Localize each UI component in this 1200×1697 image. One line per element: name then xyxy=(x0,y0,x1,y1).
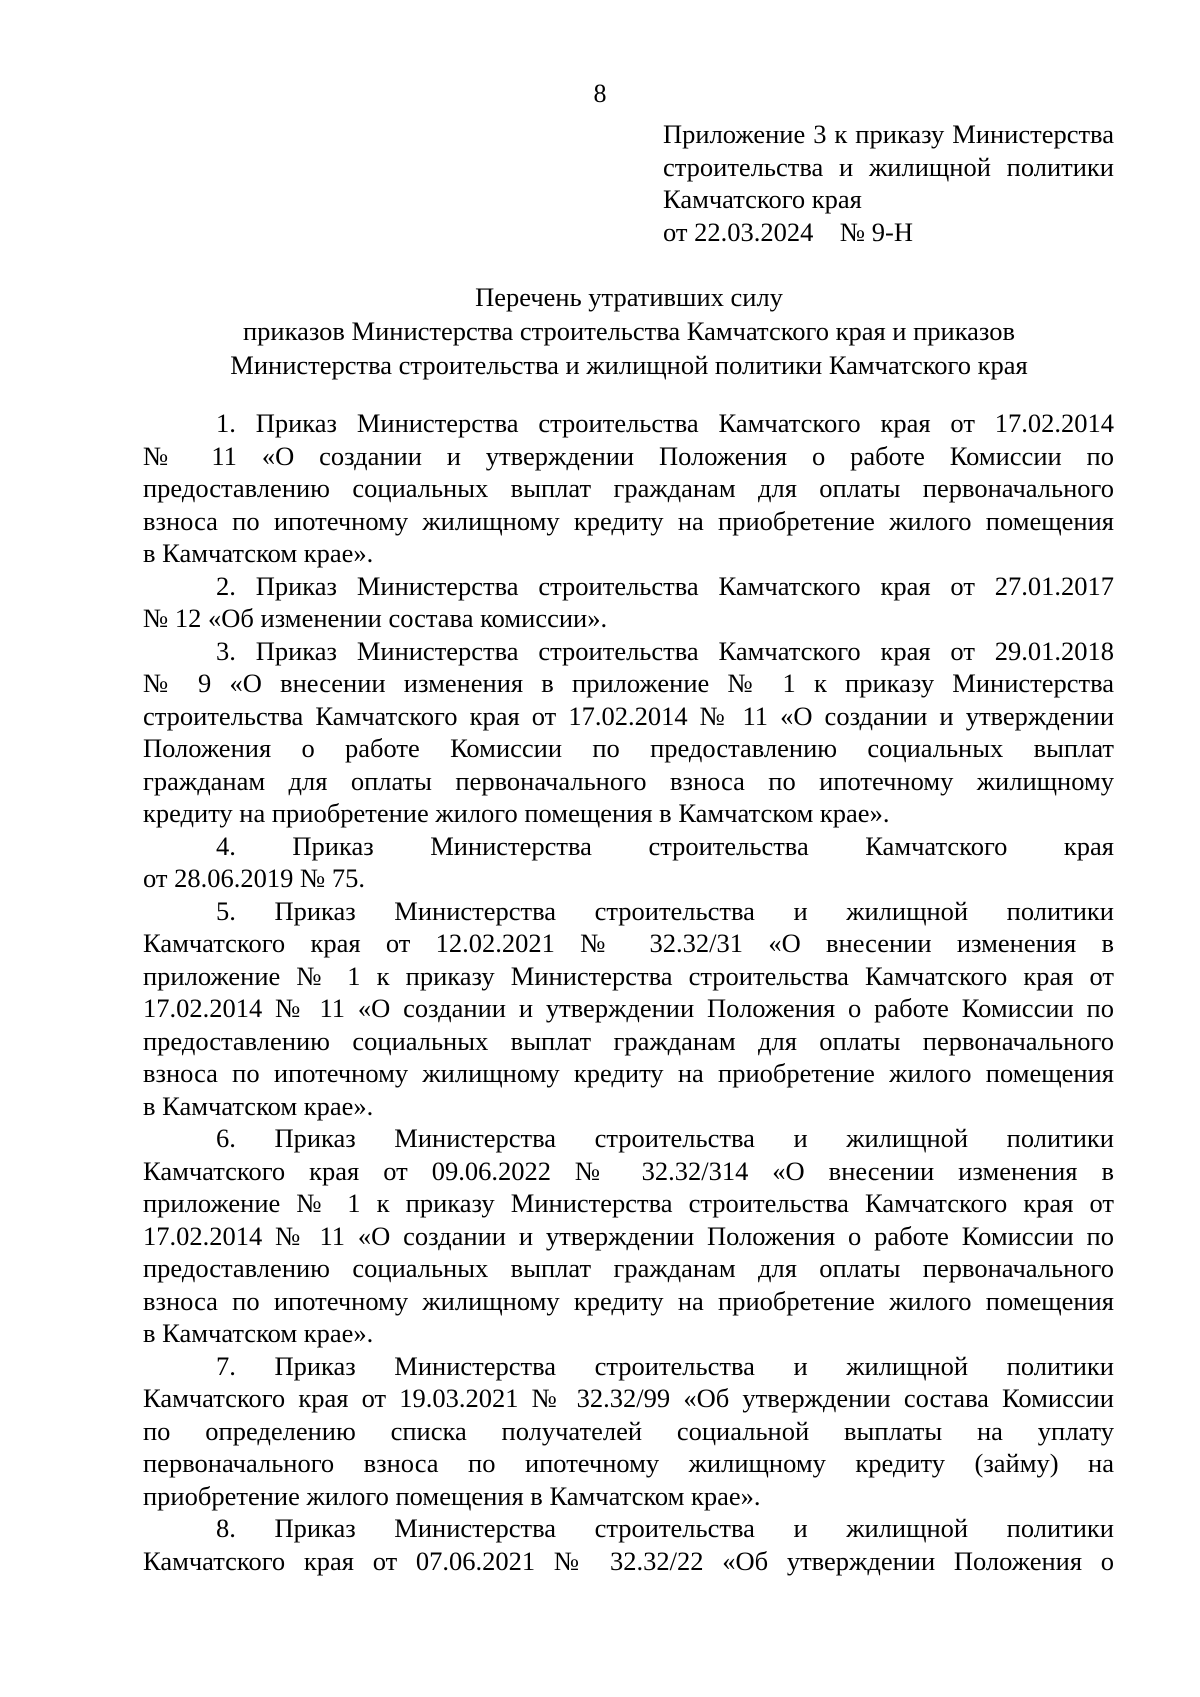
document-body xyxy=(143,407,1114,1577)
list-item-line: предоставлению социальных выплат гражданам для оплаты первоначального xyxy=(143,1025,1114,1056)
list-item-line: в Камчатском крае». xyxy=(143,538,374,568)
list-item-line: в Камчатском крае». xyxy=(143,1318,374,1348)
list-item xyxy=(143,1350,1114,1513)
list-item-line: № 12 «Об изменении состава комиссии». xyxy=(143,603,608,633)
list-item xyxy=(143,895,1114,1123)
list-item-line: взноса по ипотечному жилищному кредиту на приобретение жилого помещения xyxy=(143,505,1114,536)
list-item-line: 3. Приказ Министерства строительства Камчатского края от 29.01.2018 xyxy=(216,635,1114,666)
list-item-line: 1. Приказ Министерства строительства Камчатского края от 17.02.2014 xyxy=(216,408,1114,438)
list-item-line: Камчатского края от 19.03.2021 № 32.32/99 «Об утверждении состава Комиссии xyxy=(143,1383,1114,1413)
list-item xyxy=(143,635,1114,830)
list-item-line: 8. Приказ Министерства строительства и жилищной политики xyxy=(216,1513,1114,1543)
list-item xyxy=(143,1122,1114,1350)
list-item-line: 5. Приказ Министерства строительства и жилищной политики xyxy=(216,895,1114,926)
list-item-line: первоначального взноса по ипотечному жилищному кредиту (займу) на xyxy=(143,1448,1114,1478)
list-item-line: 4. Приказ Министерства строительства Камчатского края xyxy=(216,830,1114,861)
title-line: приказов Министерства строительства Камчатского края и приказов xyxy=(242,316,1016,346)
list-item-line: 7. Приказ Министерства строительства и жилищной политики xyxy=(216,1350,1114,1381)
list-item-line: гражданам для оплаты первоначального взноса по ипотечному жилищному xyxy=(143,765,1114,796)
list-item-line: предоставлению социальных выплат гражданам для оплаты первоначального xyxy=(143,1253,1114,1283)
list-item-line: 6. Приказ Министерства строительства и жилищной политики xyxy=(216,1123,1114,1153)
list-item xyxy=(143,1512,1114,1577)
list-item-line: приобретение жилого помещения в Камчатском крае». xyxy=(143,1480,761,1511)
list-item xyxy=(143,570,1114,635)
list-item-line: 2. Приказ Министерства строительства Камчатского края от 27.01.2017 xyxy=(216,570,1114,601)
list-item-line: по определению списка получателей социальной выплаты на уплату xyxy=(143,1415,1114,1446)
list-item-line: Камчатского края от 12.02.2021 № 32.32/31 «О внесении изменения в xyxy=(143,928,1114,958)
title-line: Министерства строительства и жилищной политики Камчатского края xyxy=(230,350,1028,380)
list-item-line: от 28.06.2019 № 75. xyxy=(143,863,366,893)
appendix-line: строительства и жилищной политики xyxy=(663,151,1114,182)
appendix-line: Приложение 3 к приказу Министерства xyxy=(663,119,1114,149)
list-item-line: в Камчатском крае». xyxy=(143,1090,374,1121)
document-title xyxy=(0,280,1200,382)
list-item-line: Положения о работе Комиссии по предоставлению социальных выплат xyxy=(143,733,1114,763)
list-item-line: 17.02.2014 № 11 «О создании и утверждении Положения о работе Комиссии по xyxy=(143,993,1114,1023)
list-item-line: строительства Камчатского края от 17.02.2014 № 11 «О создании и утверждении xyxy=(143,700,1114,731)
title-line: Перечень утративших силу xyxy=(475,282,783,312)
list-item-line: взноса по ипотечному жилищному кредиту на приобретение жилого помещения xyxy=(143,1285,1114,1316)
list-item-line: Камчатского края от 09.06.2022 № 32.32/314 «О внесении изменения в xyxy=(143,1155,1114,1186)
list-item-line: № 9 «О внесении изменения в приложение № 1 к приказу Министерства xyxy=(143,668,1114,698)
appendix-line: Камчатского края xyxy=(663,184,862,214)
list-item-line: 17.02.2014 № 11 «О создании и утверждении Положения о работе Комиссии по xyxy=(143,1220,1114,1251)
appendix-date-number: от 22.03.2024 № 9-Н xyxy=(663,216,913,247)
page-number: 8 xyxy=(593,79,607,108)
list-item xyxy=(143,830,1114,895)
appendix-header xyxy=(663,118,1114,248)
list-item-line: взноса по ипотечному жилищному кредиту на приобретение жилого помещения xyxy=(143,1058,1114,1088)
list-item-line: предоставлению социальных выплат гражданам для оплаты первоначального xyxy=(143,473,1114,503)
list-item-line: приложение № 1 к приказу Министерства строительства Камчатского края от xyxy=(143,1188,1114,1218)
list-item xyxy=(143,407,1114,570)
list-item-line: № 11 «О создании и утверждении Положения о работе Комиссии по xyxy=(143,440,1114,471)
list-item-line: приложение № 1 к приказу Министерства строительства Камчатского края от xyxy=(143,960,1114,991)
list-item-line: Камчатского края от 07.06.2021 № 32.32/22 «Об утверждении Положения о xyxy=(143,1545,1114,1576)
list-item-line: кредиту на приобретение жилого помещения в Камчатском крае». xyxy=(143,798,890,828)
